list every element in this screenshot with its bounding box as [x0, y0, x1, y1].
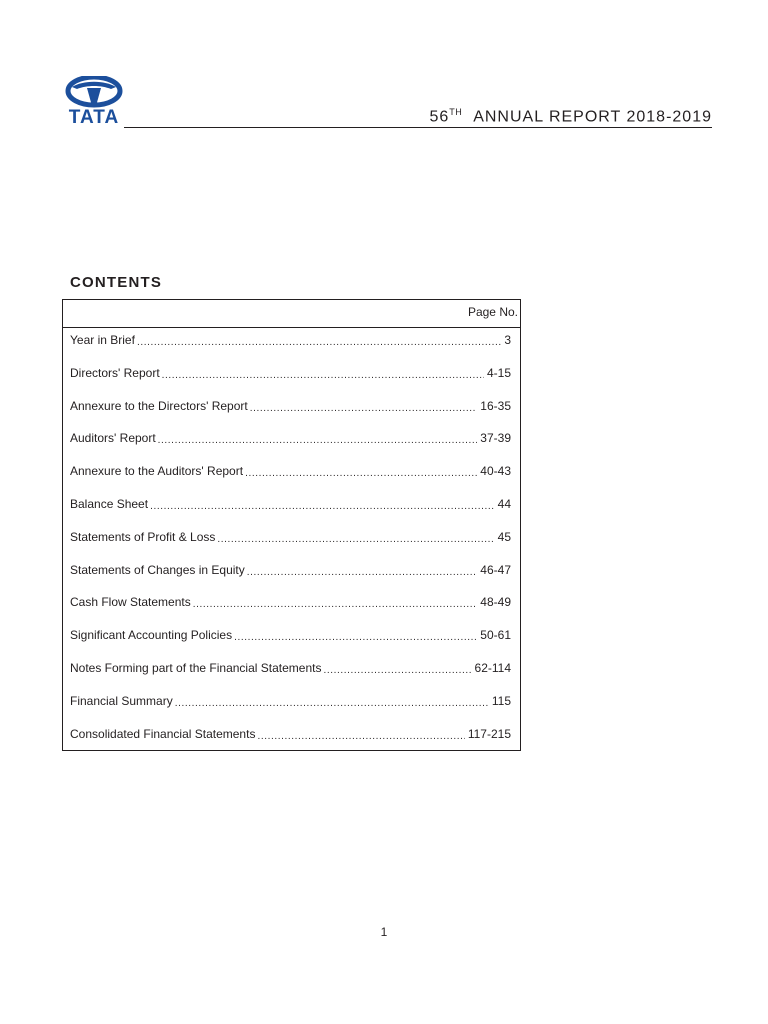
page-no-column-label: Page No.	[467, 305, 518, 319]
dot-leader	[162, 369, 484, 383]
toc-entry-page: 40-43	[480, 464, 511, 479]
tata-emblem-icon	[63, 76, 125, 108]
toc-entry-label: Annexure to the Directors' Report	[70, 398, 248, 413]
toc-entry-label: Consolidated Financial Statements	[70, 726, 256, 741]
toc-entry-page: 45	[497, 529, 511, 544]
toc-entry-label: Statements of Profit & Loss	[70, 529, 216, 544]
toc-entry[interactable]	[70, 661, 511, 694]
toc-entry-label: Year in Brief	[70, 333, 135, 347]
toc-entry-page: 37-39	[480, 431, 511, 446]
dot-leader	[250, 402, 478, 416]
toc-entry-label: Annexure to the Auditors' Report	[70, 464, 244, 479]
toc-entry[interactable]	[70, 399, 511, 432]
tata-logo	[63, 76, 125, 128]
toc-entry-page: 62-114	[474, 660, 511, 675]
toc-entry[interactable]	[70, 563, 511, 596]
toc-entry[interactable]	[70, 595, 511, 628]
dot-leader	[158, 434, 478, 448]
toc-entry[interactable]	[70, 366, 511, 399]
toc-entry[interactable]	[70, 464, 511, 497]
toc-entry-label: Directors' Report	[70, 365, 160, 380]
toc-entry-page: 16-35	[480, 398, 511, 413]
report-title-text: ANNUAL REPORT 2018-2019	[473, 108, 712, 126]
toc-entry-page: 46-47	[480, 562, 511, 577]
edition-number: 56	[429, 108, 450, 126]
dot-leader	[234, 631, 477, 645]
toc-entry-page: 3	[504, 333, 511, 347]
toc-entry[interactable]	[70, 431, 511, 464]
tata-wordmark: TATA	[68, 107, 120, 128]
dot-leader	[193, 598, 478, 612]
dot-leader	[217, 533, 494, 547]
toc-list	[70, 333, 511, 759]
edition-suffix: TH	[449, 107, 463, 117]
toc-entry-label: Auditors' Report	[70, 431, 156, 446]
dot-leader	[323, 664, 471, 678]
toc-entry-page: 50-61	[480, 628, 511, 643]
toc-entry-page: 44	[497, 496, 511, 511]
toc-entry-label: Significant Accounting Policies	[70, 628, 233, 643]
toc-entry[interactable]	[70, 333, 511, 366]
toc-entry-page: 115	[491, 693, 511, 708]
toc-entry-label: Notes Forming part of the Financial Statements	[70, 660, 322, 675]
dot-leader	[150, 500, 495, 514]
dot-leader	[245, 467, 477, 481]
header-divider	[124, 127, 712, 128]
toc-entry[interactable]	[70, 530, 511, 563]
toc-header	[63, 300, 520, 328]
page-number: 1	[380, 925, 388, 939]
toc-entry-label: Statements of Changes in Equity	[70, 562, 245, 577]
toc-entry-page: 117-215	[467, 726, 511, 741]
dot-leader	[257, 730, 464, 744]
report-title	[430, 107, 713, 126]
contents-heading: CONTENTS	[70, 274, 163, 291]
toc-entry[interactable]	[70, 694, 511, 727]
toc-entry-label: Financial Summary	[70, 693, 173, 708]
toc-entry-label: Cash Flow Statements	[70, 595, 191, 610]
toc-entry[interactable]	[70, 497, 511, 530]
toc-entry[interactable]	[70, 727, 511, 760]
toc-entry-page: 4-15	[486, 365, 511, 380]
dot-leader	[247, 566, 478, 580]
toc-entry-page: 48-49	[480, 595, 511, 610]
table-of-contents	[62, 299, 521, 751]
dot-leader	[137, 336, 501, 350]
dot-leader	[175, 697, 489, 711]
toc-entry[interactable]	[70, 628, 511, 661]
toc-entry-label: Balance Sheet	[70, 496, 149, 511]
